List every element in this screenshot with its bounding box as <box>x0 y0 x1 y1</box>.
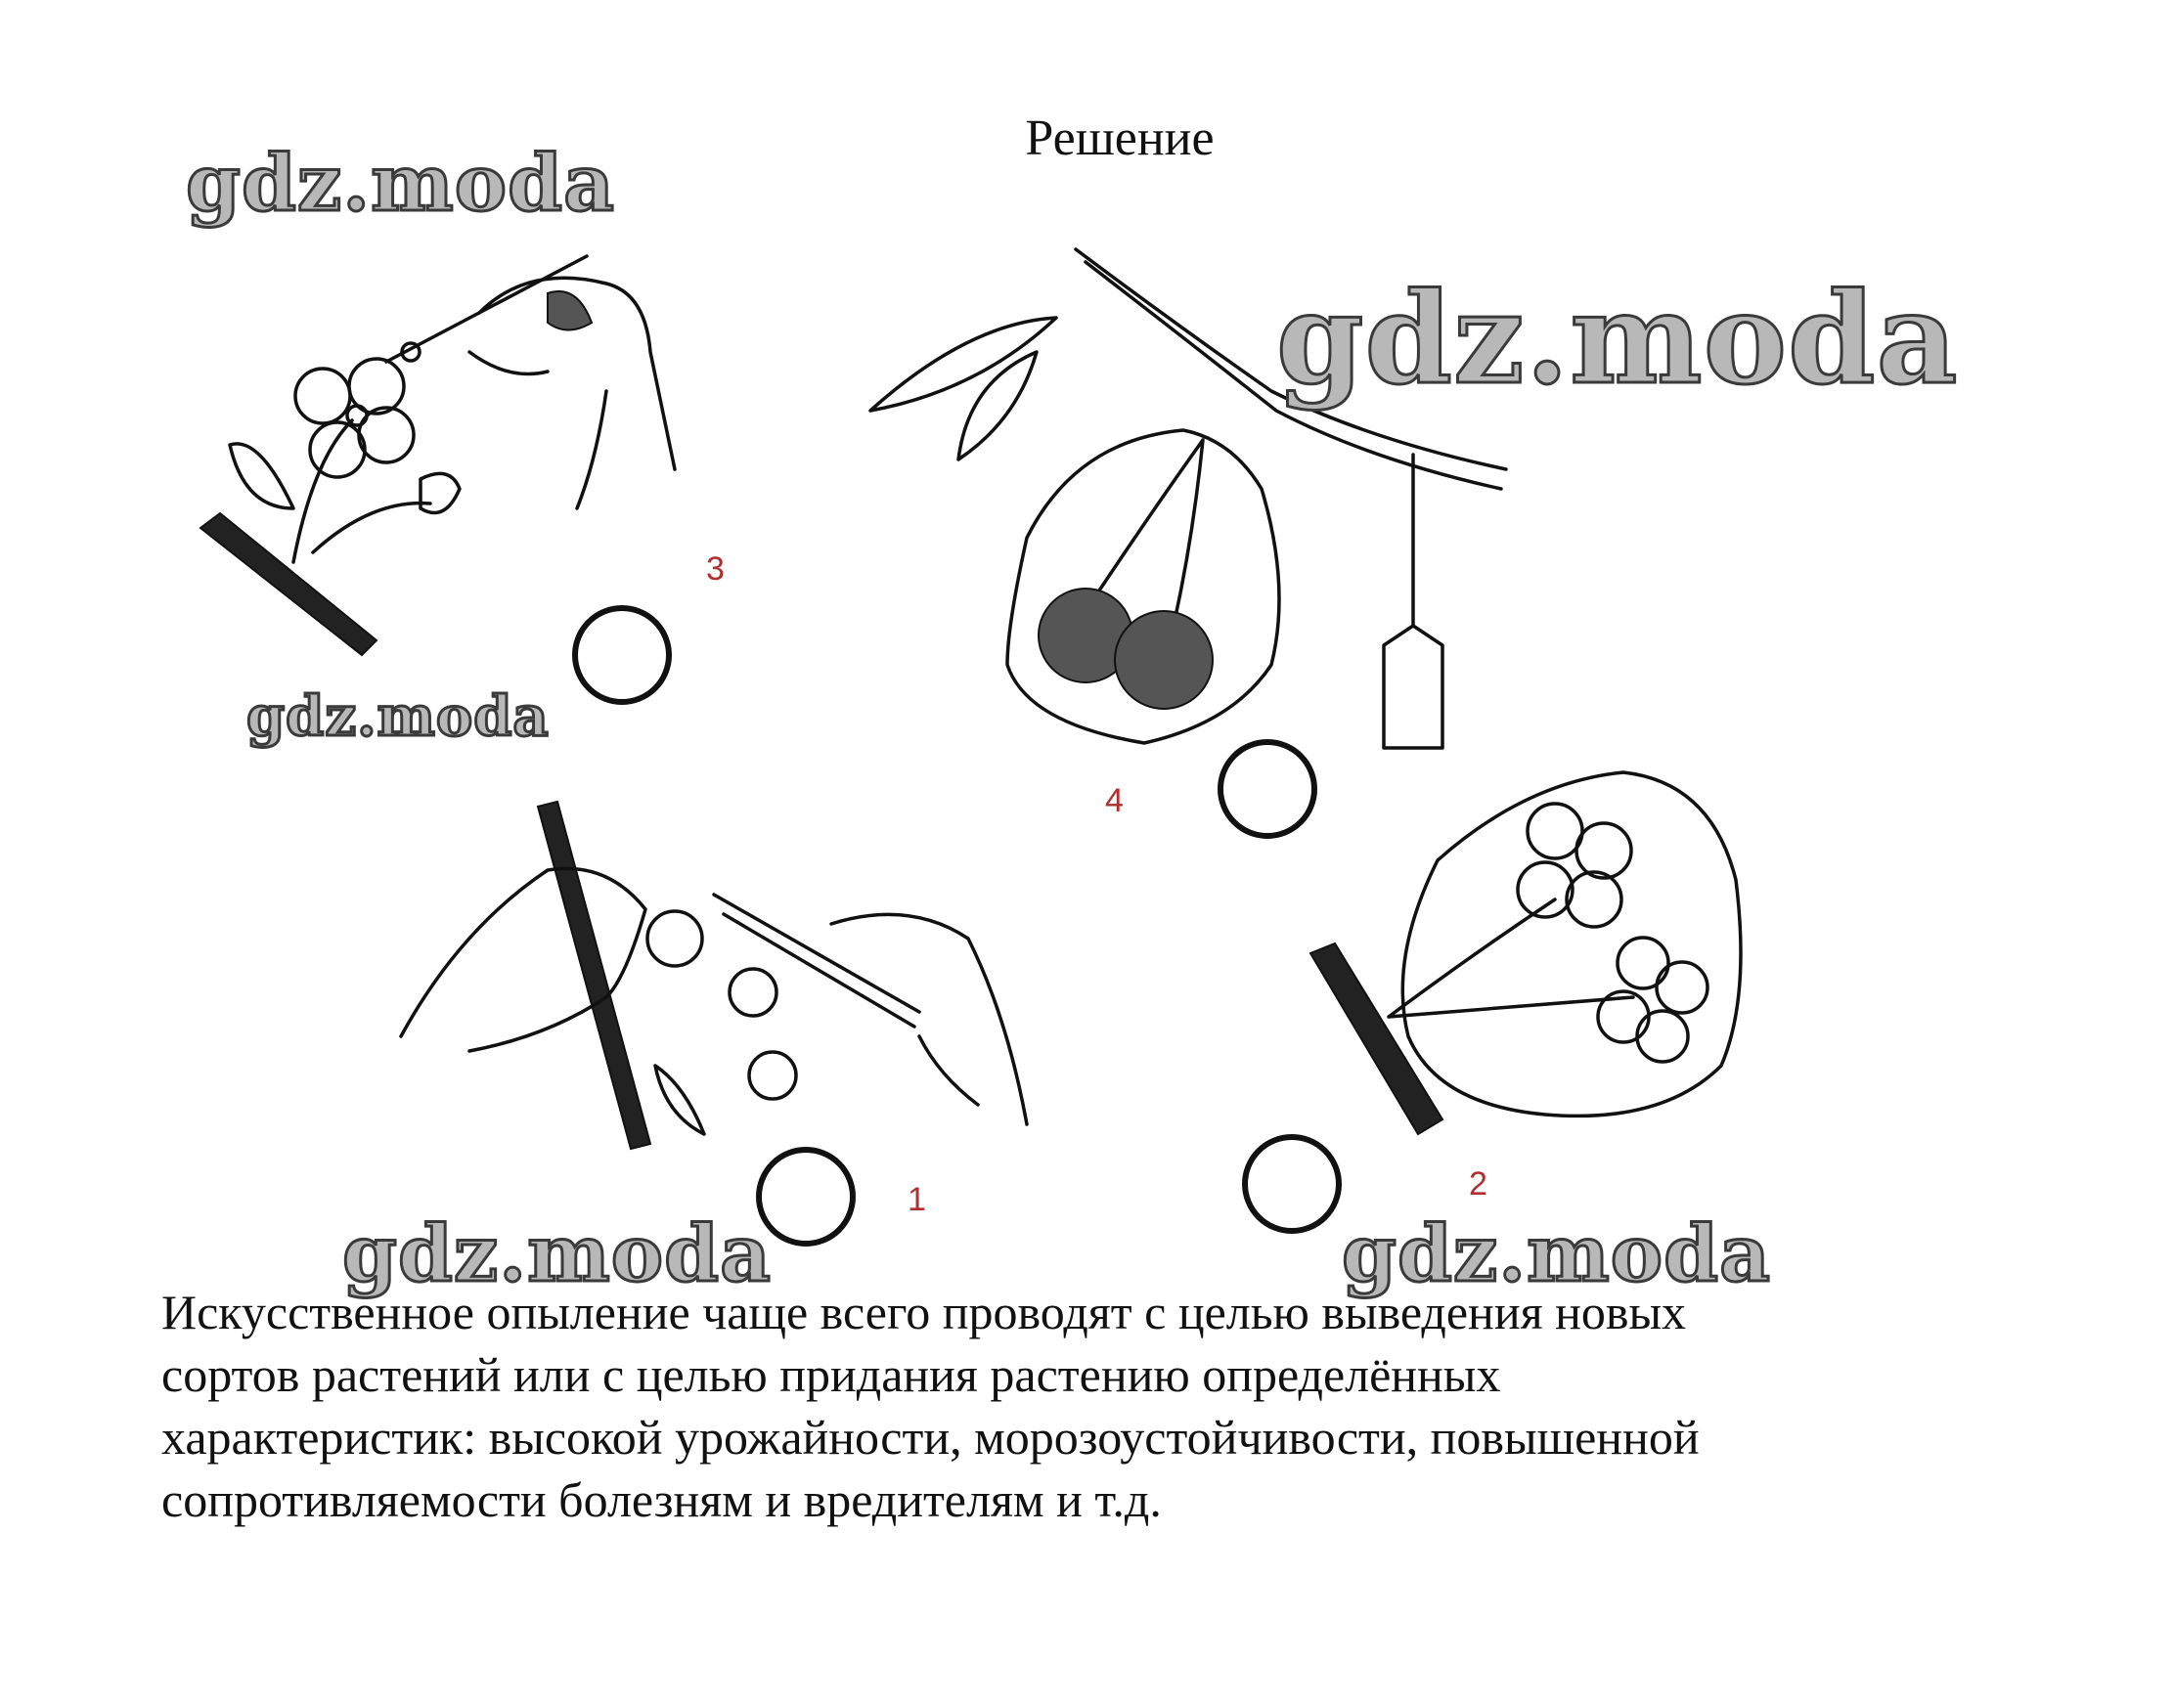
stem-icon <box>1389 899 1633 1017</box>
stem-icon <box>313 504 430 552</box>
step-number-4: 4 <box>1105 782 1124 819</box>
leaf-icon <box>870 318 1056 411</box>
answer-circle-1[interactable] <box>759 1150 853 1244</box>
right-hand-icon <box>831 914 1027 1124</box>
watermark: gdz.moda <box>1342 1207 1771 1299</box>
watermark: gdz.moda <box>342 1207 772 1299</box>
flower-icon <box>1518 804 1631 927</box>
answer-circle-2[interactable] <box>1245 1137 1339 1231</box>
panel-2-bagged-flowers <box>1310 772 1741 1134</box>
leaf-icon <box>230 444 293 508</box>
cherry-icon <box>1115 611 1213 709</box>
branch-icon <box>1310 943 1442 1134</box>
flower-bud-icon <box>749 1052 796 1099</box>
watermark: gdz.moda <box>246 684 550 749</box>
flower-icon <box>730 969 776 1016</box>
flower-icon <box>295 359 414 477</box>
answer-text-line: сопротивляемости болезням и вредителям и т.д. <box>161 1472 1162 1527</box>
flower-icon <box>647 911 702 966</box>
panel-1-emasculation <box>401 802 1027 1149</box>
hand-shading-icon <box>548 291 592 330</box>
stem-icon <box>293 420 352 562</box>
watermark: gdz.moda <box>1276 266 1959 413</box>
bag-icon <box>1402 772 1741 1116</box>
answer-circle-3[interactable] <box>575 608 669 702</box>
branch-icon <box>538 802 650 1149</box>
leaf-icon <box>958 352 1037 460</box>
answer-text-line: характеристик: высокой урожайности, морозоустойчивости, повышенной <box>161 1410 1700 1465</box>
page-title: Решение <box>1025 110 1215 166</box>
panel-3-brush-pollination <box>200 256 675 655</box>
tweezers-icon <box>714 895 919 1012</box>
answer-text <box>161 1281 2098 1531</box>
leaf-icon <box>655 1066 704 1134</box>
flower-bud-icon <box>421 473 460 512</box>
watermark: gdz.moda <box>186 137 615 229</box>
answer-text-line: сортов растений или с целью придания растению определённых <box>161 1347 1501 1402</box>
step-number-2: 2 <box>1469 1165 1487 1203</box>
branch-icon <box>200 513 377 655</box>
answer-text-line: Искусственное опыление чаще всего проводят с целью выведения новых <box>161 1285 1687 1339</box>
step-number-1: 1 <box>908 1181 926 1218</box>
step-number-3: 3 <box>706 550 725 588</box>
answer-circle-4[interactable] <box>1220 742 1314 836</box>
label-tag-icon <box>1384 626 1442 748</box>
